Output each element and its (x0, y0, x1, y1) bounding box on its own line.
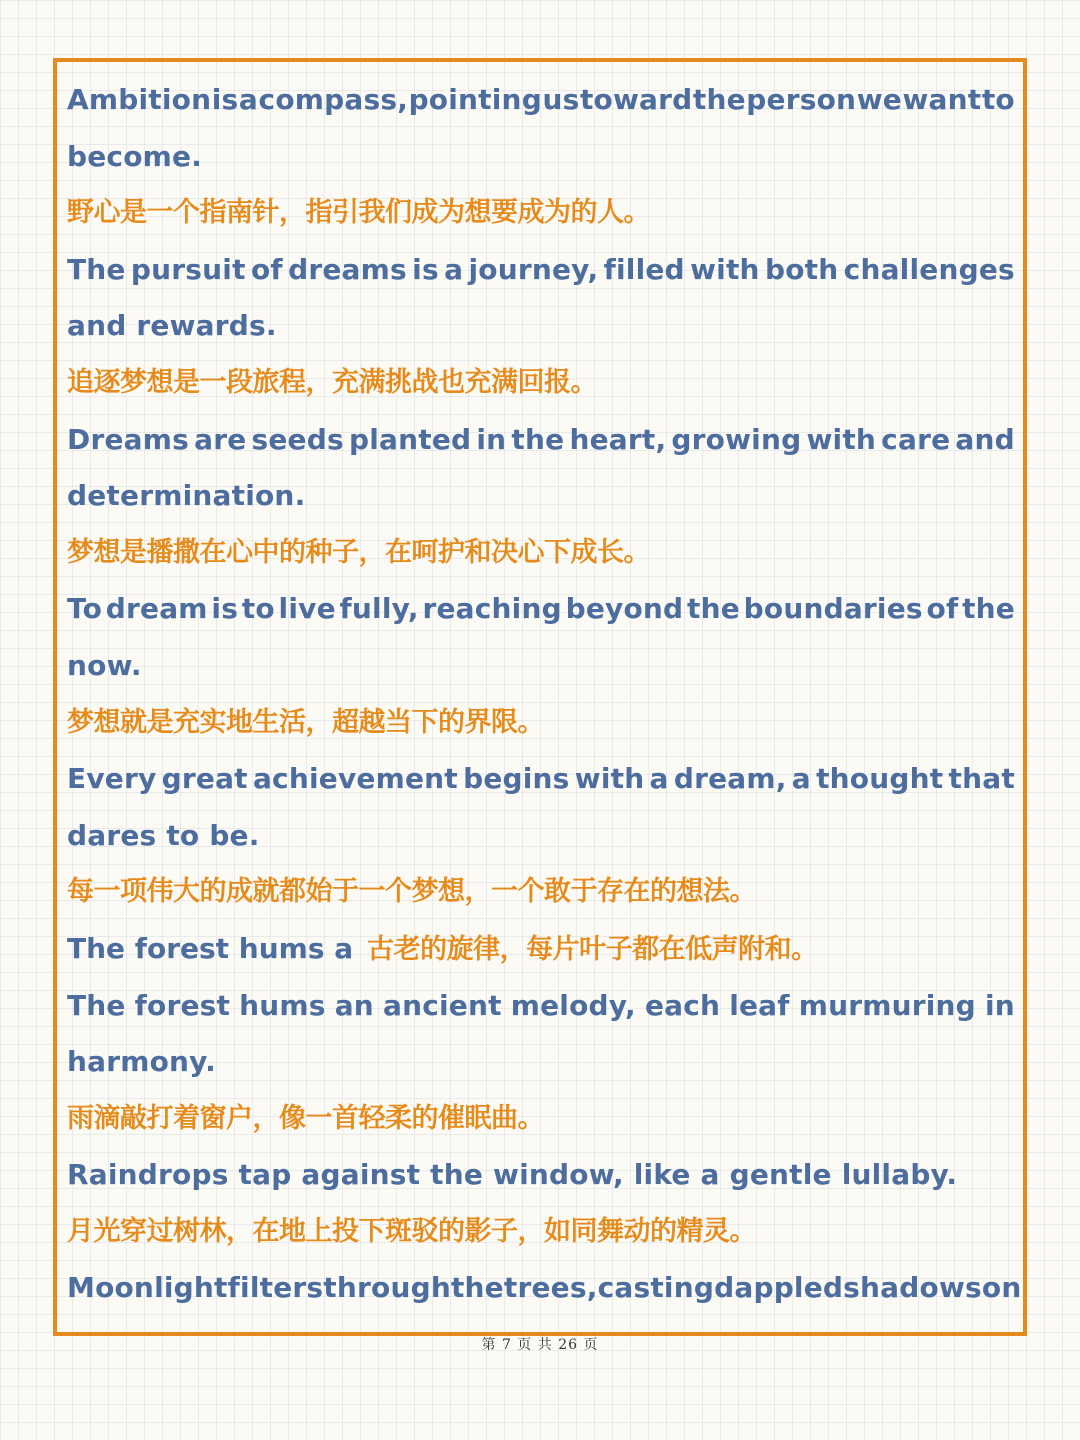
word: us (542, 83, 580, 116)
word: a (238, 83, 259, 116)
word: To (67, 592, 103, 626)
english-fragment: The forest hums a (67, 931, 354, 965)
word: casting (597, 1271, 715, 1305)
page-number-footer: 第 7 页 共 26 页 (481, 1337, 599, 1353)
word: journey, (468, 252, 599, 286)
word: ancient (382, 988, 502, 1022)
word: of (250, 252, 283, 286)
word: great (161, 762, 248, 796)
english-line: dares to be. (67, 818, 260, 852)
word: of (926, 592, 959, 626)
english-line (67, 242, 1015, 299)
word: hums (239, 988, 326, 1022)
word: planted (348, 422, 472, 456)
word: melody, (510, 988, 636, 1022)
chinese-fragment: 古老的旋律，每片叶子都在低声附和。 (367, 933, 818, 965)
word: a (649, 762, 669, 796)
word: we (856, 83, 902, 116)
word: begins (463, 762, 570, 796)
word: leaf (729, 988, 790, 1022)
word: filled (603, 252, 685, 286)
text-column (67, 72, 1022, 1317)
word: filters (227, 1271, 324, 1305)
word: care (881, 422, 951, 456)
word: dreams (288, 252, 407, 286)
word: to (241, 592, 275, 626)
word: with (806, 422, 877, 456)
word: with (574, 762, 645, 796)
word: dream, (673, 762, 787, 796)
word: through (323, 1271, 451, 1305)
word: want (902, 83, 982, 116)
word: The (67, 988, 126, 1022)
word: Dreams (67, 422, 189, 456)
word: Moonlight (67, 1271, 228, 1305)
word: thought (816, 762, 944, 796)
word: on (981, 1271, 1022, 1305)
word: each (644, 988, 721, 1022)
word: challenges (843, 252, 1015, 286)
english-line: harmony. (67, 1045, 216, 1079)
word: are (194, 422, 247, 456)
word: heart, (569, 422, 667, 456)
word: dappled (714, 1271, 844, 1305)
word: reaching (422, 592, 562, 626)
word: is (211, 83, 239, 116)
word: to (981, 83, 1015, 116)
word: the (687, 592, 740, 626)
word: shadows (843, 1271, 982, 1305)
word: that (948, 762, 1015, 796)
mixed-line (67, 921, 1015, 978)
word: live (278, 592, 336, 626)
word: murmuring (798, 988, 976, 1022)
content-frame (53, 58, 1027, 1336)
word: a (791, 762, 811, 796)
word: in (984, 988, 1015, 1022)
english-line (67, 581, 1015, 638)
word: is (412, 252, 439, 286)
english-line (67, 72, 1015, 129)
word: toward (579, 83, 693, 116)
word: boundaries (743, 592, 923, 626)
english-line: become. (67, 139, 203, 173)
word: The (67, 252, 126, 286)
english-line: determination. (67, 479, 306, 513)
word: is (211, 592, 239, 626)
word: dream (105, 592, 208, 626)
word: seeds (251, 422, 344, 456)
word: a (444, 252, 464, 286)
chinese-line: 每一项伟大的成就都始于一个梦想，一个敢于存在的想法。 (67, 876, 756, 908)
word: the (511, 422, 565, 456)
word: Ambition (67, 83, 212, 116)
english-line (67, 978, 1015, 1035)
word: Every (67, 762, 157, 796)
english-line (67, 751, 1015, 808)
word: person (746, 83, 857, 116)
word: forest (134, 988, 231, 1022)
word: an (334, 988, 374, 1022)
word: growing (671, 422, 802, 456)
word: fully, (339, 592, 419, 626)
word: achievement (252, 762, 458, 796)
word: compass, (258, 83, 409, 116)
chinese-line: 月光穿过树林，在地上投下斑驳的影子，如同舞动的精灵。 (67, 1215, 756, 1247)
word: pointing (408, 83, 542, 116)
word: beyond (565, 592, 684, 626)
chinese-line: 梦想就是充实地生活，超越当下的界限。 (67, 706, 544, 738)
word: and (955, 422, 1015, 456)
english-line (67, 1260, 1022, 1317)
chinese-line: 野心是一个指南针，指引我们成为想要成为的人。 (67, 197, 650, 229)
word: the (692, 83, 746, 116)
word: pursuit (130, 252, 246, 286)
english-line: now. (67, 648, 142, 682)
english-line: and rewards. (67, 309, 277, 343)
chinese-line: 雨滴敲打着窗户，像一首轻柔的催眠曲。 (67, 1102, 544, 1134)
word: trees, (503, 1271, 598, 1305)
english-line: Raindrops tap against the window, like a gentle lullaby. (67, 1158, 958, 1192)
word: in (476, 422, 507, 456)
word: the (450, 1271, 504, 1305)
word: both (764, 252, 839, 286)
word: the (962, 592, 1015, 626)
english-line (67, 412, 1015, 469)
chinese-line: 追逐梦想是一段旅程，充满挑战也充满回报。 (67, 366, 597, 398)
word: with (690, 252, 760, 286)
chinese-line: 梦想是播撒在心中的种子，在呵护和决心下成长。 (67, 536, 650, 568)
